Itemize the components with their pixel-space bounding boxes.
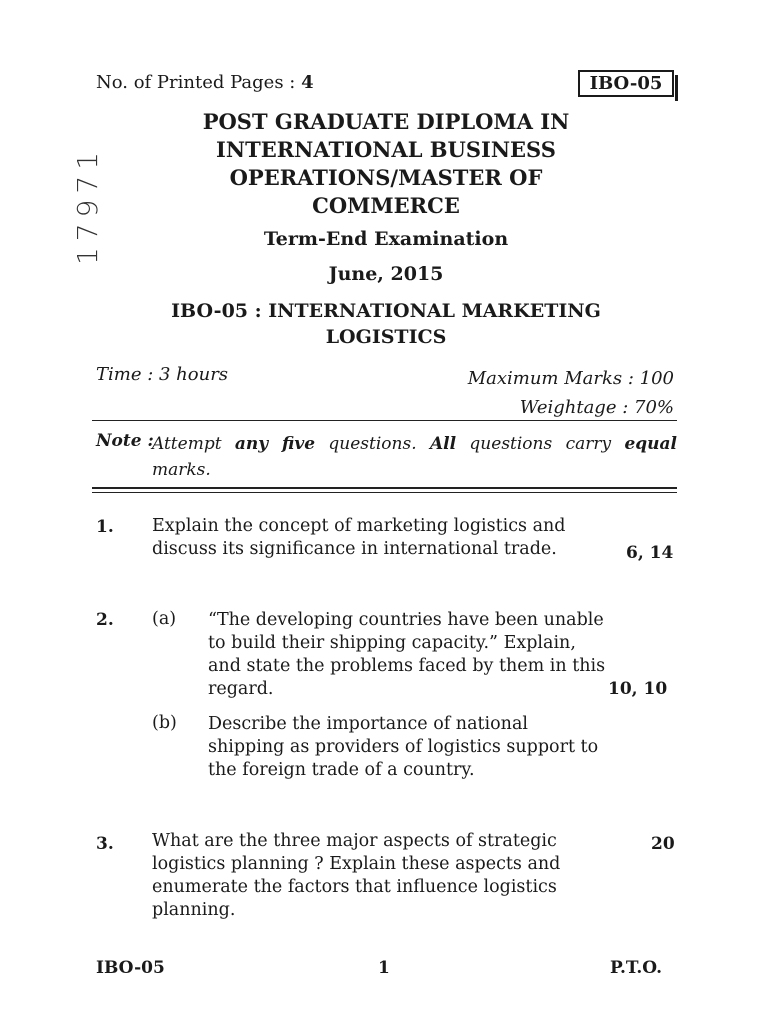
question-2a-label: (a) — [152, 609, 177, 629]
marks-info — [468, 364, 674, 422]
question-3-text — [152, 830, 622, 922]
time-allowed: Time : 3 hours — [96, 364, 229, 385]
question-2a-line-1: “The developing countries have been unable — [208, 610, 604, 630]
question-2b-line-1: Describe the importance of national — [208, 714, 528, 734]
note-part: marks. — [152, 460, 211, 480]
note-emphasis: any five — [234, 434, 316, 454]
divider-double-1 — [92, 487, 677, 489]
question-1-line-1: Explain the concept of marketing logistics and — [152, 516, 566, 536]
exam-term: Term-End Examination — [263, 228, 509, 250]
note-text — [152, 431, 677, 483]
question-3-line-2: logistics planning ? Explain these aspects and — [152, 854, 561, 874]
question-3-line-1: What are the three major aspects of strategic — [152, 831, 557, 851]
printed-pages-label: No. of Printed Pages : — [96, 72, 302, 93]
question-2-marks: 10, 10 — [608, 679, 668, 699]
question-1-line-2: discuss its significance in international trade. — [152, 539, 557, 559]
paper-code: IBO-05 — [589, 73, 663, 94]
question-1-text — [152, 515, 622, 561]
question-2a-text — [208, 609, 622, 701]
question-2a-line-4: regard. — [208, 679, 274, 699]
question-2b-text — [208, 713, 622, 782]
note-part: Attempt — [152, 434, 235, 454]
question-2-number: 2. — [96, 610, 114, 630]
note-emphasis: All — [429, 434, 457, 454]
question-3-line-4: planning. — [152, 900, 236, 920]
course-line-2: LOGISTICS — [325, 326, 447, 348]
note-part: questions. — [315, 434, 430, 454]
side-serial-text: 17971 — [71, 145, 105, 265]
note-label: Note : — [96, 431, 154, 451]
programme-title — [180, 108, 592, 220]
title-line-4: COMMERCE — [312, 193, 460, 218]
paper-code-box — [578, 70, 674, 97]
question-1-marks: 6, 14 — [626, 543, 674, 563]
note-part: questions carry — [456, 434, 625, 454]
title-line-2: INTERNATIONAL BUSINESS — [216, 137, 556, 162]
side-serial-number — [68, 145, 108, 265]
question-2b-line-2: shipping as providers of logistics support to — [208, 737, 599, 757]
question-2b-label: (b) — [152, 713, 177, 733]
divider-double-2 — [92, 492, 677, 493]
question-2a-line-2: to build their shipping capacity.” Explain, — [208, 633, 576, 653]
maximum-marks: Maximum Marks : 100 — [467, 368, 674, 389]
exam-date: June, 2015 — [328, 263, 444, 285]
question-3-number: 3. — [96, 834, 114, 854]
question-3-line-3: enumerate the factors that influence logistics — [152, 877, 557, 897]
footer-paper-code: IBO-05 — [96, 958, 165, 978]
weightage: Weightage : 70% — [519, 397, 674, 418]
question-2a-line-3: and state the problems faced by them in this — [208, 656, 606, 676]
title-line-3: OPERATIONS/MASTER OF — [229, 165, 543, 190]
printed-pages-info — [96, 72, 314, 93]
note-emphasis: equal — [624, 434, 677, 454]
footer-pto: P.T.O. — [610, 958, 662, 978]
course-line-1: IBO-05 : INTERNATIONAL MARKETING — [171, 300, 601, 322]
question-3-marks: 20 — [651, 834, 675, 854]
footer-page-number: 1 — [378, 958, 390, 978]
question-1-number: 1. — [96, 517, 114, 537]
printed-pages-value: 4 — [301, 72, 314, 93]
course-title — [140, 298, 632, 350]
divider-top — [92, 420, 677, 421]
title-line-1: POST GRADUATE DIPLOMA IN — [202, 109, 570, 134]
question-2b-line-3: the foreign trade of a country. — [208, 760, 475, 780]
